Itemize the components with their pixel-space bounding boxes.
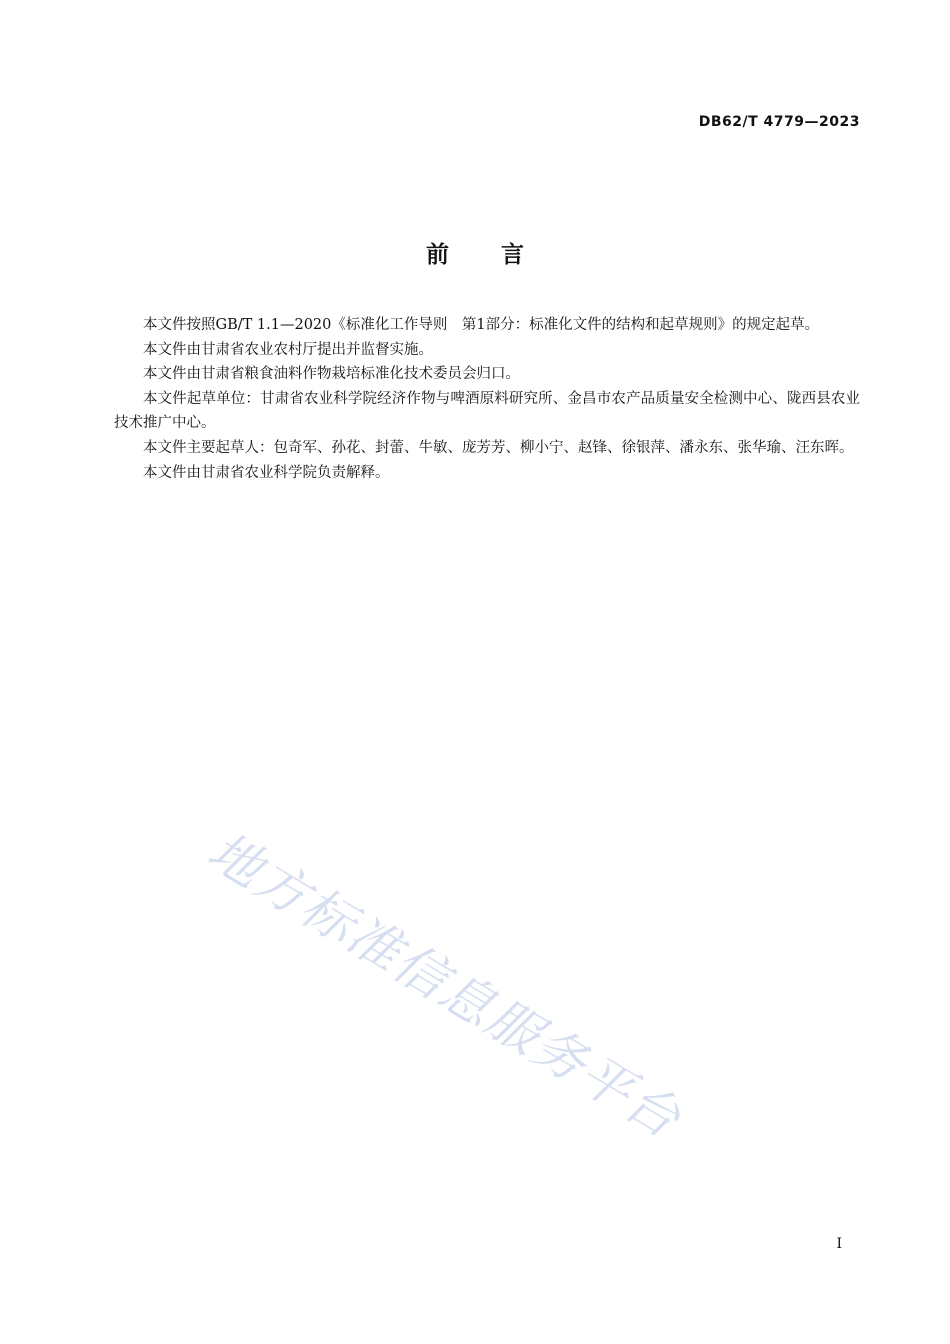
paragraph-proposer: 本文件由甘肃省农业农村厅提出并监督实施。 <box>143 341 433 358</box>
document-code: DB62/T 4779—2023 <box>698 114 860 130</box>
page-number: I <box>836 1236 842 1252</box>
paragraph-drafting-rules: 本文件按照GB/T 1.1—2020《标准化工作导则 第1部分：标准化文件的结构和起草规则》的规定起草。 <box>143 317 820 333</box>
paragraph-committee: 本文件由甘肃省粮食油料作物栽培标准化技术委员会归口。 <box>143 366 520 383</box>
paragraph-drafters: 本文件主要起草人：包奇军、孙花、封蕾、牛敏、庞芳芳、柳小宁、赵锋、徐银萍、潘永东、张华瑜、汪东晖。 <box>143 439 854 456</box>
paragraph-drafting-units: 本文件起草单位：甘肃省农业科学院经济作物与啤酒原料研究所、金昌市农产品质量安全检测中心、陇西县农业技术推广中心。 <box>114 390 860 432</box>
foreword-body <box>114 313 860 485</box>
paragraph-interpretation: 本文件由甘肃省农业科学院负责解释。 <box>143 464 390 481</box>
page-title: 前言 <box>426 242 576 268</box>
watermark: 地方标准信息服务平台 <box>197 821 692 1151</box>
